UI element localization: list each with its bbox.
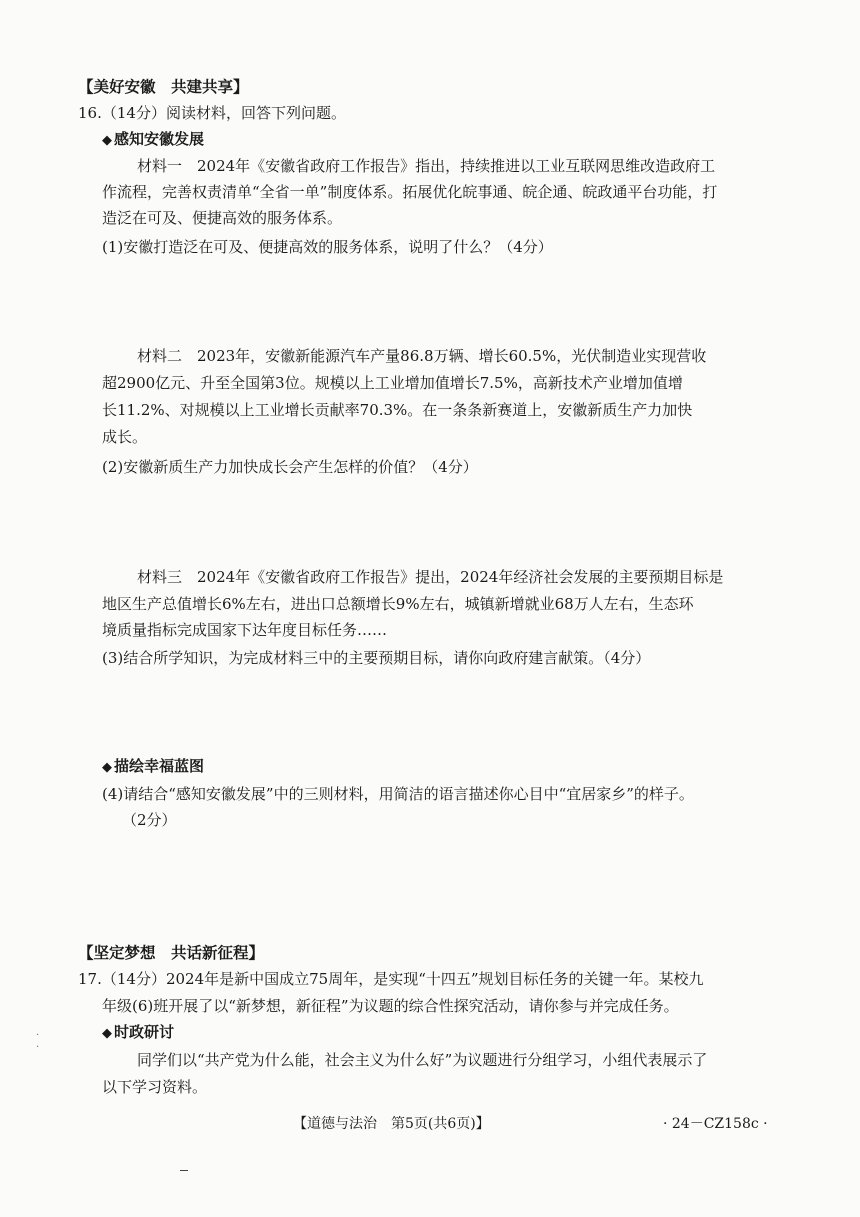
question-16-3: (3)结合所学知识，为完成材料三中的主要预期目标，请你向政府建言献策。（4分）: [102, 649, 651, 667]
material-2-line-3: 长11.2%、对规模以上工业增长贡献率70.3%。在一条条新赛道上，安徽新质生产力加快: [102, 401, 693, 419]
paragraph-line-1: 同学们以“共产党为什么能，社会主义为什么好”为议题进行分组学习，小组代表展示了: [137, 1051, 708, 1069]
section-title-1: 【美好安徽 共建共享】: [78, 77, 249, 96]
question-16: 16.（14分）阅读材料，回答下列问题。: [78, 104, 346, 122]
footer-code: · 24－CZ158c ·: [663, 1116, 768, 1132]
scan-speck: ·: [36, 1042, 40, 1053]
material-3-line-2: 地区生产总值增长6%左右，进出口总额增长9%左右，城镇新增就业68万人左右，生态环: [102, 595, 694, 613]
question-16-2: (2)安徽新质生产力加快成长会产生怎样的价值？（4分）: [102, 458, 478, 476]
diamond-bullet-icon: ◆: [102, 133, 112, 148]
material-3-line-1: 材料三 2024年《安徽省政府工作报告》提出，2024年经济社会发展的主要预期目标是: [137, 568, 724, 586]
question-17-line-2: 年级(6)班开展了以“新梦想，新征程”为议题的综合性探究活动，请你参与并完成任务。: [102, 997, 679, 1015]
section-title-2: 【坚定梦想 共话新征程】: [78, 943, 265, 962]
question-16-4-line-2: （2分）: [122, 811, 177, 829]
material-1-line-2: 作流程，完善权责清单“全省一单”制度体系。拓展优化皖事通、皖企通、皖政通平台功能，打: [102, 183, 718, 201]
material-1-line-1: 材料一 2024年《安徽省政府工作报告》指出，持续推进以工业互联网思维改造政府工: [137, 157, 716, 175]
material-1-line-3: 造泛在可及、便捷高效的服务体系。: [102, 209, 343, 227]
subsection-perceive: [102, 128, 204, 152]
diamond-bullet-icon: ◆: [102, 1026, 112, 1041]
diamond-bullet-icon: ◆: [102, 760, 112, 775]
scan-mark: [180, 1170, 188, 1171]
material-2-line-4: 成长。: [102, 428, 148, 446]
subsection-label: 描绘幸福蓝图: [114, 757, 205, 775]
question-16-4-line-1: (4)请结合“感知安徽发展”中的三则材料，用简洁的语言描述你心目中“宜居家乡”的样子。: [102, 785, 694, 803]
subsection-label: 时政研讨: [114, 1023, 175, 1041]
footer-page-info: 【道德与法治 第5页(共6页)】: [293, 1116, 490, 1132]
question-17-line-1: 17.（14分）2024年是新中国成立75周年，是实现“十四五”规划目标任务的关键一年。某校九: [78, 970, 704, 988]
material-3-line-3: 境质量指标完成国家下达年度目标任务……: [102, 621, 388, 639]
question-16-1: (1)安徽打造泛在可及、便捷高效的服务体系，说明了什么？（4分）: [102, 238, 553, 256]
subsection-blueprint: [102, 755, 204, 779]
material-2-line-1: 材料二 2023年，安徽新能源汽车产量86.8万辆、增长60.5%，光伏制造业实现营收: [137, 347, 707, 365]
paragraph-line-2: 以下学习资料。: [102, 1078, 208, 1096]
subsection-current-affairs: [102, 1021, 174, 1045]
subsection-label: 感知安徽发展: [114, 130, 205, 148]
scan-speck: ·: [36, 1030, 40, 1041]
material-2-line-2: 超2900亿元、升至全国第3位。规模以上工业增加值增长7.5%，高新技术产业增加值增: [102, 374, 683, 392]
